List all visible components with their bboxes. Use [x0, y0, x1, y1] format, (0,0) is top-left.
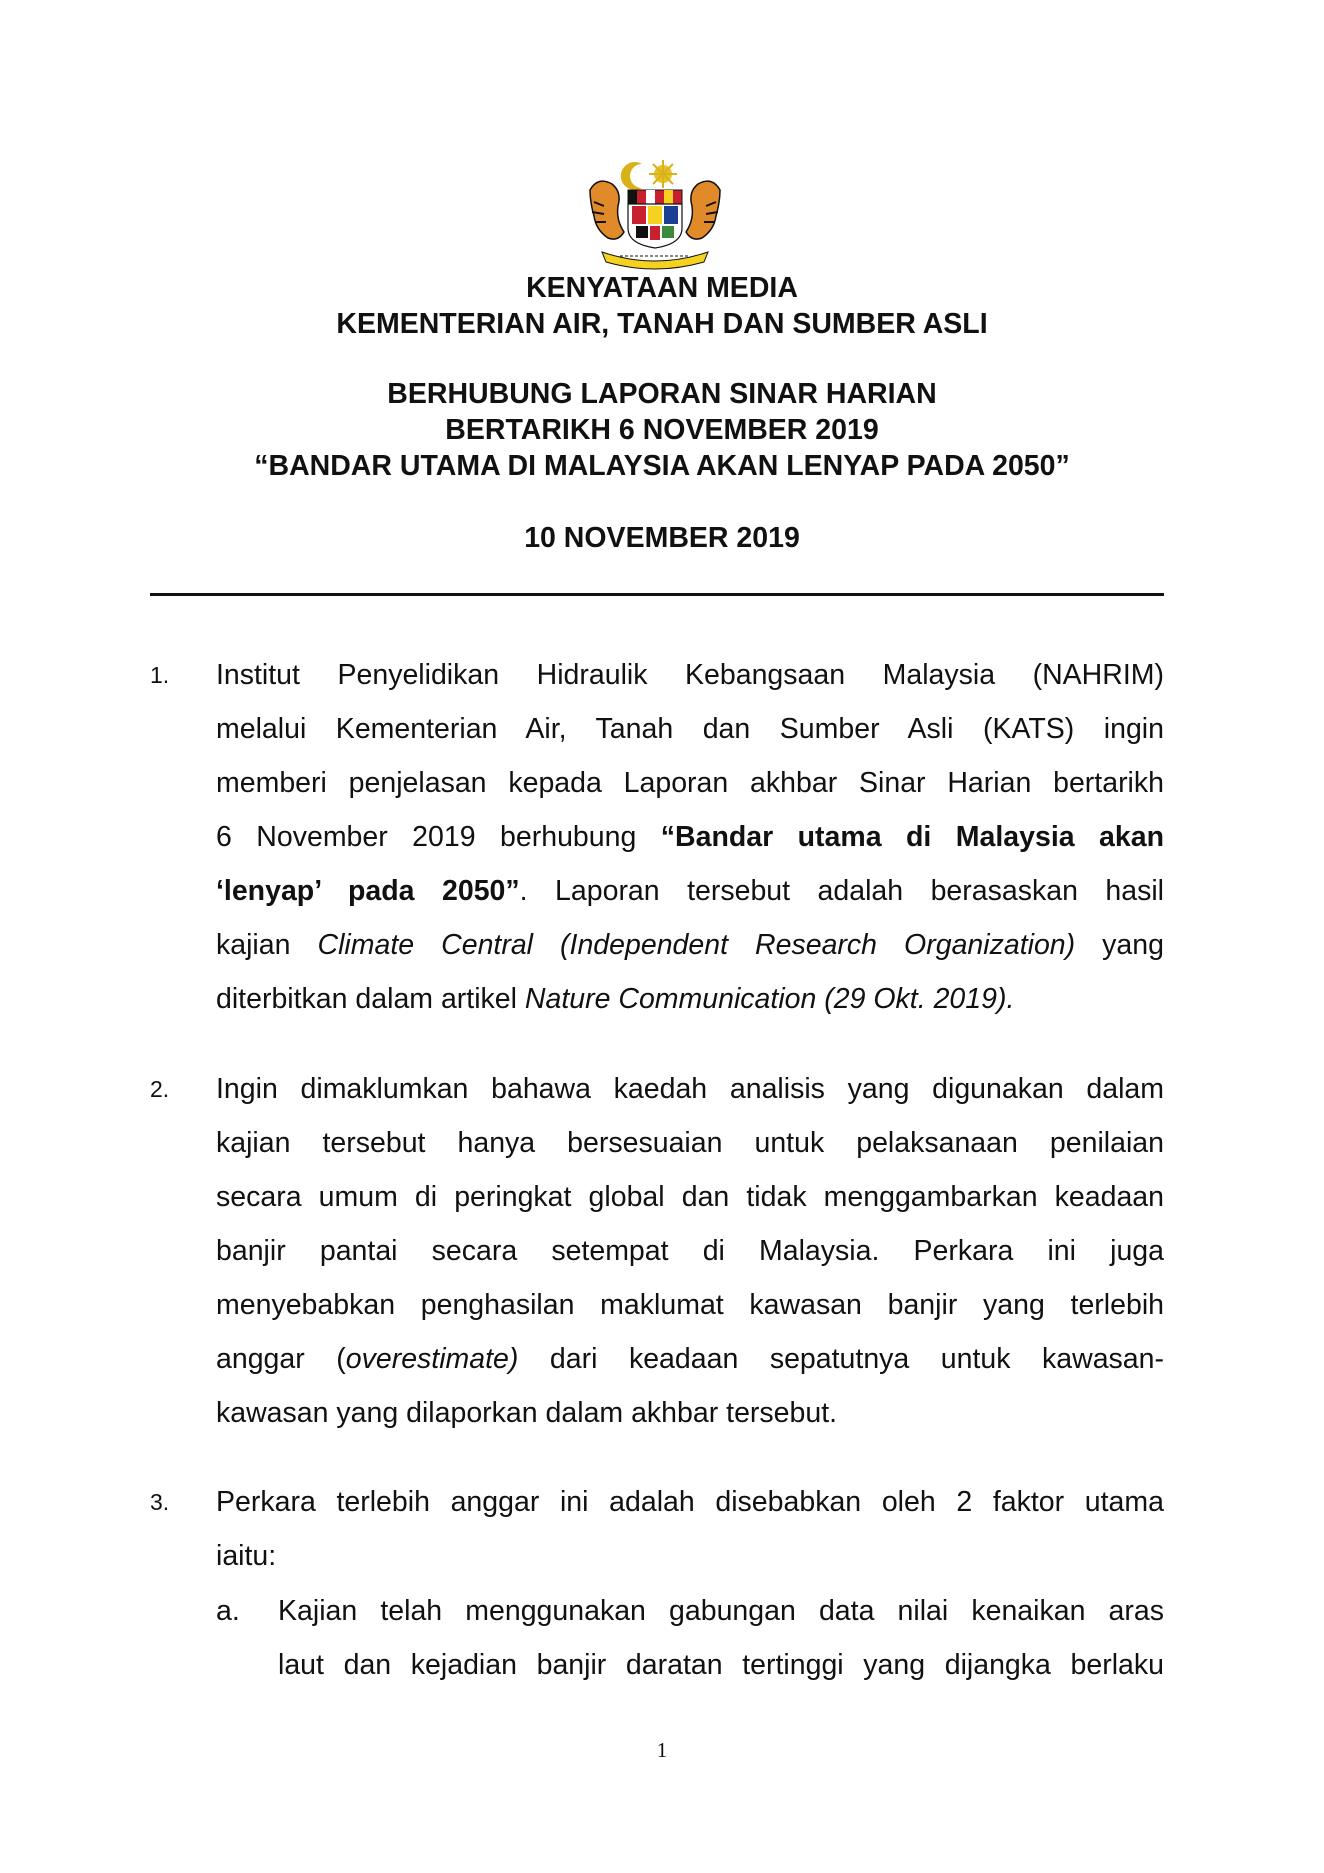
text-line: Perkara terlebih anggar ini adalah disebabkan oleh 2 faktor utama [216, 1486, 1164, 1518]
heading-ministry: KEMENTERIAN AIR, TANAH DAN SUMBER ASLI [336, 308, 988, 340]
paragraph-body [216, 648, 1164, 1026]
shield-icon [628, 190, 682, 248]
heading-title: KENYATAAN MEDIA [526, 272, 798, 304]
text-segment: . Laporan tersebut adalah berasaskan hasil [519, 875, 1165, 907]
text-segment: anggar ( [216, 1343, 346, 1375]
text-segment: diterbitkan dalam artikel [216, 983, 525, 1015]
italic-term: overestimate) [345, 1343, 519, 1375]
bold-headline-quote: ‘lenyap’ pada 2050” [216, 875, 520, 907]
text-line: iaitu: [216, 1540, 277, 1572]
text-line [216, 864, 1164, 918]
italic-source-name: Climate Central (Independent Research Organization) [317, 929, 1076, 961]
text-line: kawasan yang dilaporkan dalam akhbar tersebut. [216, 1397, 838, 1429]
text-line: memberi penjelasan kepada Laporan akhbar Sinar Harian bertarikh [216, 767, 1164, 799]
text-line: secara umum di peringkat global dan tidak menggambarkan keadaan [216, 1181, 1164, 1213]
subject-line-2: BERTARIKH 6 NOVEMBER 2019 [445, 414, 879, 446]
text-line: Institut Penyelidikan Hidraulik Kebangsaan Malaysia (NAHRIM) [216, 659, 1164, 691]
text-line [216, 810, 1164, 864]
coat-of-arms-logo [580, 150, 730, 280]
text-line [216, 1332, 1164, 1386]
paragraph-body [216, 1475, 1164, 1583]
paragraph-number: 1. [150, 662, 170, 688]
text-line: banjir pantai secara setempat di Malaysia. Perkara ini juga [216, 1235, 1164, 1267]
subject-line-3: “BANDAR UTAMA DI MALAYSIA AKAN LENYAP PADA 2050” [254, 450, 1070, 482]
media-statement-heading [150, 270, 1174, 342]
text-segment: yang [1075, 929, 1164, 961]
paragraph-number: 2. [150, 1076, 170, 1102]
italic-journal-name: Nature Communication (29 Okt. 2019). [524, 983, 1015, 1015]
subject-heading [150, 376, 1174, 484]
text-line [216, 918, 1164, 972]
text-line: Kajian telah menggunakan gabungan data nilai kenaikan aras [278, 1595, 1164, 1627]
text-segment: 6 November 2019 berhubung [216, 821, 661, 853]
sub-item-letter: a. [216, 1595, 240, 1627]
text-segment: dari keadaan sepatutnya untuk kawasan- [518, 1343, 1164, 1375]
text-segment: kajian [216, 929, 318, 961]
subject-line-1: BERHUBUNG LAPORAN SINAR HARIAN [387, 378, 937, 410]
statement-date-text: 10 NOVEMBER 2019 [524, 522, 800, 554]
right-tiger-icon [686, 181, 720, 239]
paragraph-number: 3. [150, 1489, 170, 1515]
sub-item-body [278, 1584, 1164, 1692]
text-line: kajian tersebut hanya bersesuaian untuk pelaksanaan penilaian [216, 1127, 1164, 1159]
motto-scroll-icon [602, 252, 708, 269]
text-line: laut dan kejadian banjir daratan tertinggi yang dijangka berlaku [278, 1649, 1164, 1681]
text-line: menyebabkan penghasilan maklumat kawasan banjir yang terlebih [216, 1289, 1164, 1321]
left-tiger-icon [590, 181, 624, 239]
page-number: 1 [656, 1738, 668, 1762]
statement-date [150, 520, 1174, 556]
text-line [216, 972, 1164, 1026]
text-line: Ingin dimaklumkan bahawa kaedah analisis yang digunakan dalam [216, 1073, 1164, 1105]
text-line: melalui Kementerian Air, Tanah dan Sumber Asli (KATS) ingin [216, 713, 1164, 745]
crescent-icon [621, 162, 642, 190]
bold-headline-quote: “Bandar utama di Malaysia akan [660, 821, 1165, 853]
divider-line [150, 593, 1164, 596]
paragraph-body [216, 1062, 1164, 1440]
